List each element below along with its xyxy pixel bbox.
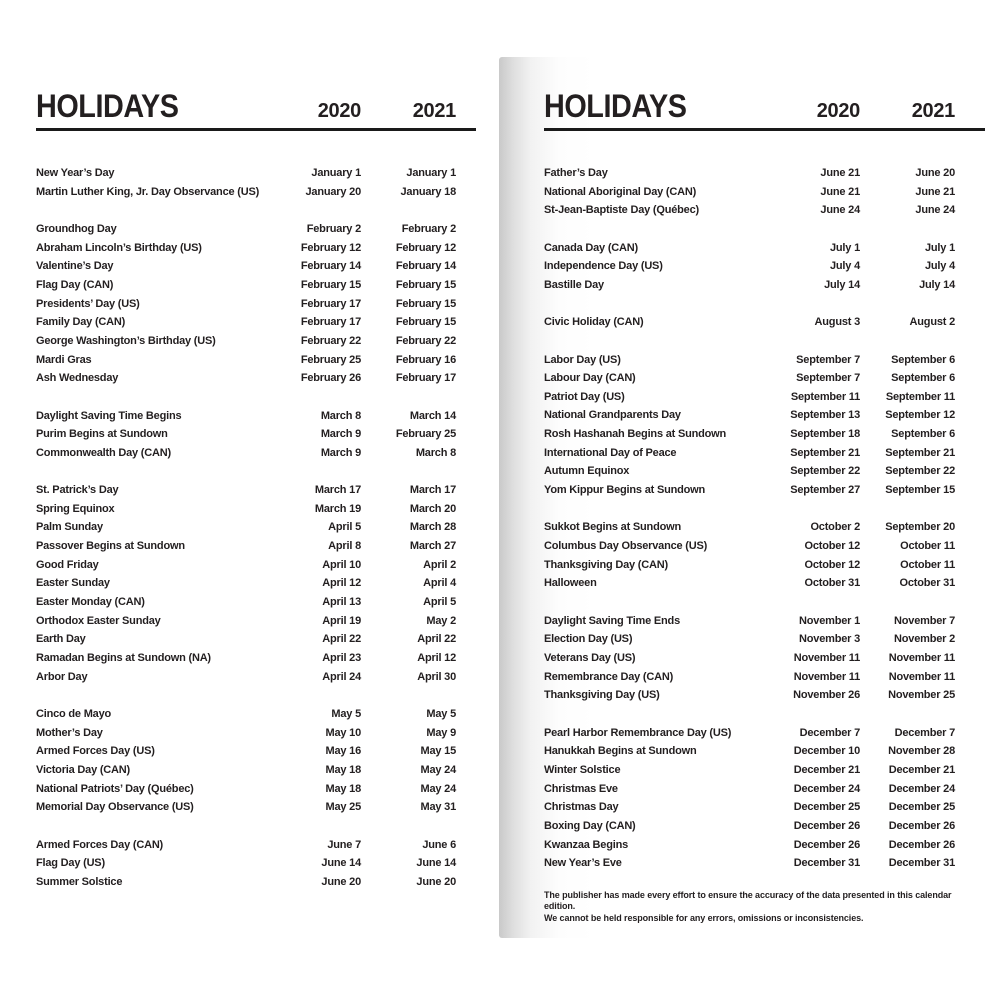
holiday-table <box>36 164 476 892</box>
date-2020: February 14 <box>300 260 361 273</box>
date-2020: December 25 <box>793 801 860 814</box>
date-2021: February 14 <box>395 260 456 273</box>
date-2021: February 22 <box>395 334 456 347</box>
header-rule <box>544 128 985 131</box>
holiday-group <box>544 239 985 295</box>
holiday-name: Martin Luther King, Jr. Day Observance (US) <box>36 185 260 198</box>
holiday-row <box>544 518 985 537</box>
holiday-row <box>36 351 476 370</box>
date-2021: February 15 <box>395 297 456 310</box>
holiday-row <box>36 798 476 817</box>
right-page-header <box>544 88 985 125</box>
date-2021: September 20 <box>885 521 955 534</box>
holiday-name: Passover Begins at Sundown <box>36 540 185 553</box>
date-2020: February 22 <box>300 334 361 347</box>
date-2021: September 22 <box>885 465 955 478</box>
holiday-row <box>544 574 985 593</box>
date-2020: February 25 <box>300 353 361 366</box>
holiday-name: Memorial Day Observance (US) <box>36 801 194 814</box>
date-2020: February 26 <box>300 372 361 385</box>
holiday-name: Remembrance Day (CAN) <box>544 670 674 683</box>
holiday-row <box>36 742 476 761</box>
holiday-name: New Year’s Day <box>36 167 115 179</box>
holiday-name: Christmas Day <box>544 801 619 814</box>
holiday-row <box>36 836 476 855</box>
date-2020: March 19 <box>314 502 361 515</box>
holiday-name: Daylight Saving Time Ends <box>544 614 680 627</box>
holiday-row <box>36 873 476 892</box>
date-2021: February 25 <box>395 428 456 441</box>
date-2021: February 16 <box>395 353 456 366</box>
date-2021: March 14 <box>409 409 456 422</box>
date-2021: December 26 <box>888 838 955 851</box>
date-2020: April 10 <box>322 558 361 571</box>
date-2021: April 2 <box>423 558 456 571</box>
date-2021: April 4 <box>423 577 456 590</box>
date-2020: October 2 <box>810 521 860 534</box>
holiday-row <box>36 295 476 314</box>
holiday-name: Ash Wednesday <box>36 372 119 385</box>
date-2021: April 22 <box>417 633 456 646</box>
date-2021: November 25 <box>888 689 955 702</box>
holiday-name: Summer Solstice <box>36 875 123 888</box>
holiday-row <box>36 313 476 332</box>
holiday-name: Flag Day (CAN) <box>36 278 114 291</box>
date-2020: June 21 <box>820 185 860 198</box>
date-2020: December 31 <box>793 857 860 870</box>
date-2020: December 10 <box>793 745 860 758</box>
holiday-row <box>544 686 985 705</box>
holiday-name: Patriot Day (US) <box>544 390 625 403</box>
holiday-name: Thanksgiving Day (US) <box>544 689 660 702</box>
date-2020: August 3 <box>814 316 860 329</box>
holiday-name: Civic Holiday (CAN) <box>544 316 644 329</box>
holiday-name: Groundhog Day <box>36 222 117 235</box>
holiday-row <box>544 164 985 183</box>
date-2020: April 19 <box>322 614 361 627</box>
date-2020: October 12 <box>804 540 860 553</box>
holiday-row <box>36 183 476 202</box>
date-2021: September 6 <box>891 372 955 385</box>
holiday-group <box>544 164 985 220</box>
disclaimer-line: We cannot be held responsible for any errors, omissions or inconsistencies. <box>544 912 864 923</box>
holiday-name: Rosh Hashanah Begins at Sundown <box>544 428 727 441</box>
holiday-row <box>544 798 985 817</box>
date-2021: October 11 <box>900 540 955 553</box>
date-2020: March 17 <box>314 484 361 497</box>
date-2020: April 22 <box>322 633 361 646</box>
publisher-disclaimer <box>544 890 985 925</box>
holiday-name: Canada Day (CAN) <box>544 241 638 254</box>
holiday-name: Ramadan Begins at Sundown (NA) <box>36 652 211 665</box>
date-2020: October 31 <box>804 577 860 590</box>
page-title: HOLIDAYS <box>36 88 179 124</box>
date-2021: January 18 <box>400 185 456 198</box>
date-2020: December 26 <box>793 838 860 851</box>
holiday-name: Veterans Day (US) <box>544 651 636 664</box>
date-2021: November 11 <box>888 670 955 683</box>
holiday-row <box>544 612 985 631</box>
holiday-row <box>544 369 985 388</box>
date-2020: July 1 <box>830 241 860 254</box>
date-2020: February 12 <box>300 241 361 254</box>
date-2021: March 8 <box>415 446 456 459</box>
holiday-row <box>544 556 985 575</box>
holiday-row <box>36 276 476 295</box>
date-2021: September 21 <box>885 446 955 459</box>
date-2020: July 14 <box>824 278 860 291</box>
holiday-row <box>544 481 985 500</box>
date-2021: May 31 <box>420 801 456 814</box>
holiday-name: St-Jean-Baptiste Day (Québec) <box>544 204 699 217</box>
date-2020: January 1 <box>311 167 361 179</box>
date-2020: February 2 <box>306 222 361 235</box>
holiday-row <box>36 369 476 388</box>
date-2020: March 8 <box>320 409 361 422</box>
holiday-group <box>544 351 985 500</box>
year-column-header-2020: 2020 <box>816 100 860 122</box>
date-2021: May 5 <box>426 707 456 720</box>
holiday-row <box>544 649 985 668</box>
holiday-group <box>36 164 476 201</box>
date-2021: August 2 <box>909 316 955 329</box>
date-2020: November 11 <box>793 670 860 683</box>
holiday-row <box>36 574 476 593</box>
date-2021: July 4 <box>925 260 955 273</box>
holiday-row <box>544 239 985 258</box>
holiday-name: Good Friday <box>36 558 99 571</box>
holiday-row <box>544 388 985 407</box>
date-2020: January 20 <box>305 185 361 198</box>
holiday-name: Family Day (CAN) <box>36 316 126 329</box>
holiday-row <box>36 444 476 463</box>
holiday-name: Father’s Day <box>544 167 608 179</box>
date-2020: September 7 <box>796 372 860 385</box>
left-page-header <box>36 88 476 125</box>
date-2020: April 8 <box>328 540 361 553</box>
date-2021: November 2 <box>894 633 955 646</box>
holiday-name: Daylight Saving Time Begins <box>36 409 182 422</box>
date-2020: November 1 <box>799 614 860 627</box>
date-2021: May 9 <box>426 726 456 739</box>
holiday-row <box>36 854 476 873</box>
holiday-name: Labor Day (US) <box>544 353 621 366</box>
holiday-row <box>36 630 476 649</box>
holiday-name: Easter Sunday <box>36 577 110 590</box>
date-2020: May 10 <box>325 726 361 739</box>
date-2021: July 14 <box>919 278 955 291</box>
date-2021: June 21 <box>915 185 955 198</box>
date-2021: May 15 <box>420 745 456 758</box>
date-2020: June 21 <box>820 167 860 179</box>
holiday-name: Armed Forces Day (US) <box>36 745 155 758</box>
holiday-row <box>36 407 476 426</box>
holiday-name: Sukkot Begins at Sundown <box>544 521 681 534</box>
date-2020: November 26 <box>793 689 860 702</box>
holiday-row <box>544 276 985 295</box>
date-2021: February 17 <box>395 372 456 385</box>
holiday-row <box>36 556 476 575</box>
holiday-row <box>544 351 985 370</box>
holiday-row <box>544 836 985 855</box>
date-2020: September 21 <box>790 446 860 459</box>
year-column-header-2020: 2020 <box>317 100 361 122</box>
holiday-group <box>36 705 476 817</box>
holiday-name: International Day of Peace <box>544 446 677 459</box>
date-2021: May 24 <box>420 763 456 776</box>
holiday-row <box>544 462 985 481</box>
holiday-row <box>544 724 985 743</box>
holiday-name: Labour Day (CAN) <box>544 372 636 385</box>
date-2021: February 12 <box>395 241 456 254</box>
holiday-name: Purim Begins at Sundown <box>36 428 168 441</box>
date-2020: April 24 <box>322 670 361 683</box>
holiday-row <box>544 817 985 836</box>
date-2021: July 1 <box>925 241 955 254</box>
date-2021: October 11 <box>900 558 955 571</box>
holiday-name: Flag Day (US) <box>36 857 105 870</box>
holiday-row <box>544 313 985 332</box>
holiday-name: Yom Kippur Begins at Sundown <box>544 484 706 497</box>
holiday-row <box>36 761 476 780</box>
date-2021: October 31 <box>899 577 955 590</box>
holiday-name: Winter Solstice <box>544 763 621 776</box>
holiday-row <box>36 593 476 612</box>
holiday-row <box>544 854 985 873</box>
date-2020: February 15 <box>300 278 361 291</box>
date-2021: December 25 <box>888 801 955 814</box>
date-2021: May 24 <box>420 782 456 795</box>
date-2021: May 2 <box>426 614 456 627</box>
year-column-header-2021: 2021 <box>911 100 955 122</box>
date-2021: September 12 <box>885 409 955 422</box>
date-2021: February 15 <box>395 278 456 291</box>
holiday-name: Commonwealth Day (CAN) <box>36 446 171 459</box>
date-2020: December 26 <box>793 819 860 832</box>
holiday-name: New Year’s Eve <box>544 857 622 870</box>
holiday-name: Victoria Day (CAN) <box>36 763 130 776</box>
holiday-row <box>36 481 476 500</box>
holiday-row <box>36 649 476 668</box>
holiday-row <box>36 705 476 724</box>
date-2020: December 24 <box>793 782 860 795</box>
date-2021: December 7 <box>894 726 955 739</box>
date-2021: December 24 <box>888 782 955 795</box>
holiday-row <box>36 780 476 799</box>
left-page <box>36 88 476 892</box>
right-page <box>544 88 985 924</box>
date-2020: September 11 <box>790 390 860 403</box>
date-2020: December 21 <box>793 763 860 776</box>
date-2021: December 21 <box>888 763 955 776</box>
holiday-name: Armed Forces Day (CAN) <box>36 838 164 851</box>
date-2021: November 28 <box>888 745 955 758</box>
holiday-row <box>36 668 476 687</box>
holiday-row <box>544 537 985 556</box>
date-2021: January 1 <box>406 167 456 179</box>
holiday-row <box>544 780 985 799</box>
holiday-row <box>544 742 985 761</box>
holiday-group <box>36 220 476 388</box>
holiday-name: Presidents’ Day (US) <box>36 297 140 310</box>
date-2021: June 24 <box>915 204 955 217</box>
holiday-row <box>36 612 476 631</box>
holiday-name: Halloween <box>544 577 597 590</box>
date-2020: October 12 <box>804 558 860 571</box>
date-2021: September 6 <box>891 428 955 441</box>
holiday-name: Arbor Day <box>36 670 88 683</box>
holiday-name: Mardi Gras <box>36 353 92 366</box>
date-2021: March 20 <box>409 502 456 515</box>
date-2021: March 27 <box>409 540 456 553</box>
holiday-row <box>544 630 985 649</box>
holiday-name: National Aboriginal Day (CAN) <box>544 185 697 198</box>
holiday-name: Abraham Lincoln’s Birthday (US) <box>36 241 202 254</box>
date-2021: September 11 <box>885 390 955 403</box>
date-2021: September 15 <box>885 484 955 497</box>
holiday-row <box>544 183 985 202</box>
date-2020: June 14 <box>321 857 361 870</box>
date-2021: February 15 <box>395 316 456 329</box>
date-2020: June 7 <box>327 838 361 851</box>
holiday-row <box>36 518 476 537</box>
date-2020: April 12 <box>322 577 361 590</box>
holiday-name: Spring Equinox <box>36 502 115 515</box>
holiday-name: St. Patrick’s Day <box>36 484 119 497</box>
date-2020: April 13 <box>322 596 361 609</box>
date-2020: September 27 <box>790 484 860 497</box>
date-2020: May 18 <box>325 763 361 776</box>
date-2020: March 9 <box>320 446 361 459</box>
holiday-group <box>544 612 985 705</box>
holiday-name: Hanukkah Begins at Sundown <box>544 745 697 758</box>
year-column-header-2021: 2021 <box>412 100 456 122</box>
holiday-name: George Washington’s Birthday (US) <box>36 334 216 347</box>
holiday-row <box>544 444 985 463</box>
date-2021: December 26 <box>888 819 955 832</box>
date-2020: September 22 <box>790 465 860 478</box>
holiday-row <box>544 201 985 220</box>
holiday-row <box>544 406 985 425</box>
date-2020: May 18 <box>325 782 361 795</box>
holiday-row <box>36 257 476 276</box>
holiday-name: Palm Sunday <box>36 521 103 534</box>
date-2021: June 14 <box>416 857 456 870</box>
holiday-name: Earth Day <box>36 633 86 646</box>
date-2021: June 20 <box>416 875 456 888</box>
holiday-row <box>544 425 985 444</box>
holiday-row <box>36 220 476 239</box>
holiday-table <box>544 164 985 873</box>
date-2021: December 31 <box>888 857 955 870</box>
date-2021: April 5 <box>423 596 456 609</box>
holiday-name: Boxing Day (CAN) <box>544 819 636 832</box>
holiday-name: Orthodox Easter Sunday <box>36 614 161 627</box>
holiday-row <box>544 761 985 780</box>
holiday-row <box>544 668 985 687</box>
date-2020: February 17 <box>300 297 361 310</box>
date-2020: December 7 <box>799 726 860 739</box>
holiday-group <box>36 481 476 686</box>
holiday-row <box>36 239 476 258</box>
holiday-name: Easter Monday (CAN) <box>36 596 145 609</box>
date-2020: November 3 <box>799 633 860 646</box>
holiday-row <box>36 500 476 519</box>
holiday-name: Columbus Day Observance (US) <box>544 540 708 553</box>
date-2020: November 11 <box>793 651 860 664</box>
date-2021: June 6 <box>422 838 456 851</box>
holiday-group <box>544 724 985 873</box>
date-2020: September 18 <box>790 428 860 441</box>
date-2020: May 16 <box>325 745 361 758</box>
holiday-name: Pearl Harbor Remembrance Day (US) <box>544 726 732 739</box>
holiday-name: Autumn Equinox <box>544 465 630 478</box>
holiday-group <box>36 407 476 463</box>
holiday-name: Election Day (US) <box>544 633 633 646</box>
date-2020: April 5 <box>328 521 361 534</box>
holiday-name: Christmas Eve <box>544 782 618 795</box>
holiday-row <box>36 537 476 556</box>
holiday-group <box>544 313 985 332</box>
date-2020: June 24 <box>820 204 860 217</box>
date-2021: April 12 <box>417 652 456 665</box>
date-2021: March 17 <box>409 484 456 497</box>
disclaimer-line: The publisher has made every effort to ensure the accuracy of the data presented in this calendar edition. <box>544 889 952 912</box>
date-2020: February 17 <box>300 316 361 329</box>
holiday-group <box>36 836 476 892</box>
holiday-name: Cinco de Mayo <box>36 707 112 720</box>
holiday-row <box>36 425 476 444</box>
date-2020: July 4 <box>830 260 860 273</box>
date-2020: May 5 <box>331 707 361 720</box>
date-2021: June 20 <box>915 167 955 179</box>
holiday-row <box>36 724 476 743</box>
holiday-name: Thanksgiving Day (CAN) <box>544 558 668 571</box>
date-2020: May 25 <box>325 801 361 814</box>
date-2021: November 11 <box>888 651 955 664</box>
date-2021: February 2 <box>401 222 456 235</box>
holiday-name: National Grandparents Day <box>544 409 681 422</box>
page-title: HOLIDAYS <box>544 88 687 124</box>
holiday-name: Mother’s Day <box>36 726 103 739</box>
date-2021: September 6 <box>891 353 955 366</box>
holiday-row <box>544 257 985 276</box>
date-2021: November 7 <box>894 614 955 627</box>
holiday-row <box>36 164 476 183</box>
date-2020: June 20 <box>321 875 361 888</box>
date-2020: April 23 <box>322 652 361 665</box>
holiday-name: Bastille Day <box>544 278 604 291</box>
header-rule <box>36 128 476 131</box>
date-2020: September 7 <box>796 353 860 366</box>
holiday-group <box>544 518 985 593</box>
date-2020: September 13 <box>790 409 860 422</box>
holiday-name: National Patriots’ Day (Québec) <box>36 782 194 795</box>
date-2021: April 30 <box>417 670 456 683</box>
holiday-name: Independence Day (US) <box>544 260 663 273</box>
holiday-row <box>36 332 476 351</box>
holiday-name: Kwanzaa Begins <box>544 838 629 851</box>
holiday-name: Valentine’s Day <box>36 260 114 273</box>
date-2021: March 28 <box>409 521 456 534</box>
date-2020: March 9 <box>320 428 361 441</box>
